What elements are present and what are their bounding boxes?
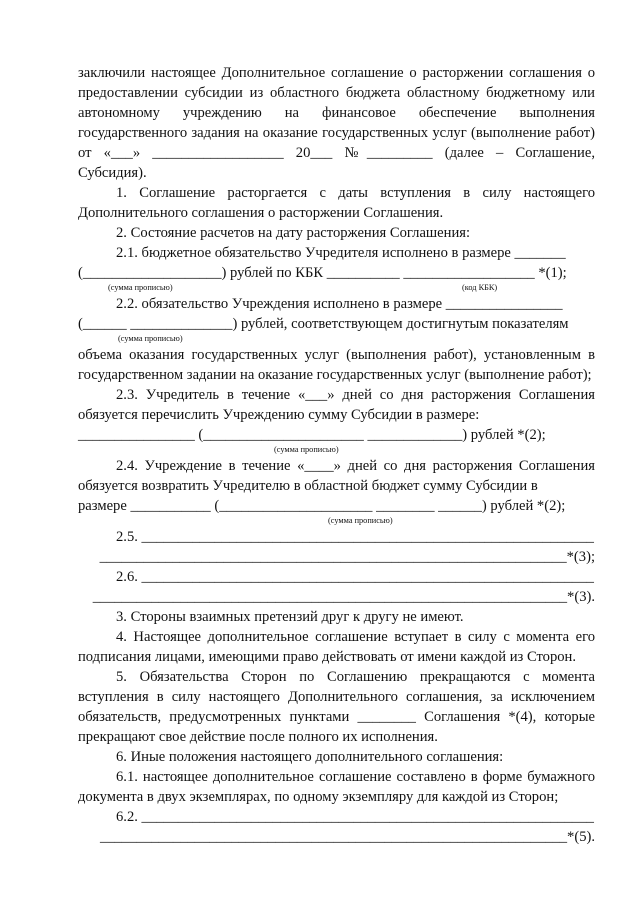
intro-paragraph: заключили настоящее Дополнительное соглашение о расторжении соглашения о предоставлении субсидии из областного бюджета областному бюджетному или автономному учреждению на финансовое обеспечение выполнения государственного задания на оказание государственных услуг (выполнение работ) от «___» __________________ 20___ №_________ (далее – Соглашение, Субсидия). (78, 65, 595, 181)
clause-6-2-line-1: 6.2. ______________________________________________________________ (116, 809, 594, 825)
clause-1: 1. Соглашение расторгается с даты вступления в силу настоящего Дополнительного соглашения о расторжении Соглашения. (78, 185, 595, 221)
caption-sum-in-words: (сумма прописью) (118, 334, 183, 343)
clause-2: 2. Состояние расчетов на дату расторжения Соглашения: (116, 225, 471, 241)
caption-sum-in-words: (сумма прописью) (328, 516, 393, 525)
clause-2-1-line-1: 2.1. бюджетное обязательство Учредителя исполнено в размере _______ (116, 245, 566, 261)
caption-sum-in-words: (сумма прописью) (108, 283, 173, 292)
clause-3: 3. Стороны взаимных претензий друг к другу не имеют. (116, 609, 464, 625)
clause-6-2-line-2: ________________________________________________________________*(5). (100, 829, 595, 845)
clause-2-4-line-1: 2.4. Учреждение в течение «____» дней со дня расторжения Соглашения обязуется возвратить Учредителю в областной бюджет сумму Субсидии в (78, 458, 595, 494)
clause-4: 4. Настоящее дополнительное соглашение вступает в силу с момента его подписания лицами, имеющими право действовать от имени каждой из Сторон. (78, 629, 595, 665)
caption-kbk-code: (код КБК) (462, 283, 498, 292)
clause-2-2-captions (78, 334, 595, 345)
clause-2-6-line-2: _________________________________________________________________*(3). (92, 589, 595, 605)
clause-2-3-captions (78, 445, 595, 456)
clause-2-3-line-2: ________________ (______________________ _____________) рублей *(2); (78, 427, 546, 443)
clause-2-6-line-1: 2.6. ______________________________________________________________ (116, 569, 594, 585)
clause-2-5-line-2: ________________________________________________________________*(3); (99, 549, 595, 565)
clause-5: 5. Обязательства Сторон по Соглашению прекращаются с момента вступления в силу настоящего Дополнительного соглашения, за исключением обязательств, предусмотренных пунктами ________ Соглашения *(4), которые прекращают свое действие после полного их исполнения. (78, 669, 595, 745)
clause-2-5-line-1: 2.5. ______________________________________________________________ (116, 529, 594, 545)
document-page (78, 63, 595, 847)
clause-2-3-line-1: 2.3. Учредитель в течение «___» дней со дня расторжения Соглашения обязуется перечислить Учреждению сумму Субсидии в размере: (78, 387, 595, 423)
clause-6: 6. Иные положения настоящего дополнительного соглашения: (116, 749, 504, 765)
clause-2-1-captions (78, 283, 595, 294)
clause-2-1-line-2: (___________________) рублей по КБК __________ __________________ *(1); (78, 265, 567, 281)
clause-2-4-line-2: размере ___________ (_____________________ ________ ______) рублей *(2); (78, 498, 566, 514)
clause-6-1: 6.1. настоящее дополнительное соглашение составлено в форме бумажного документа в двух экземплярах, по одному экземпляру для каждой из Сторон; (78, 769, 595, 805)
clause-2-4-captions (78, 516, 595, 527)
clause-2-2-line-1: 2.2. обязательство Учреждения исполнено в размере ________________ (116, 296, 563, 312)
caption-sum-in-words: (сумма прописью) (274, 445, 339, 454)
clause-2-2-continuation: объема оказания государственных услуг (выполнения работ), установленным в государственном задании на оказание государственных услуг (выполнение работ); (78, 347, 595, 383)
clause-2-2-line-2: (______ ______________) рублей, соответствующем достигнутым показателям (78, 316, 569, 332)
